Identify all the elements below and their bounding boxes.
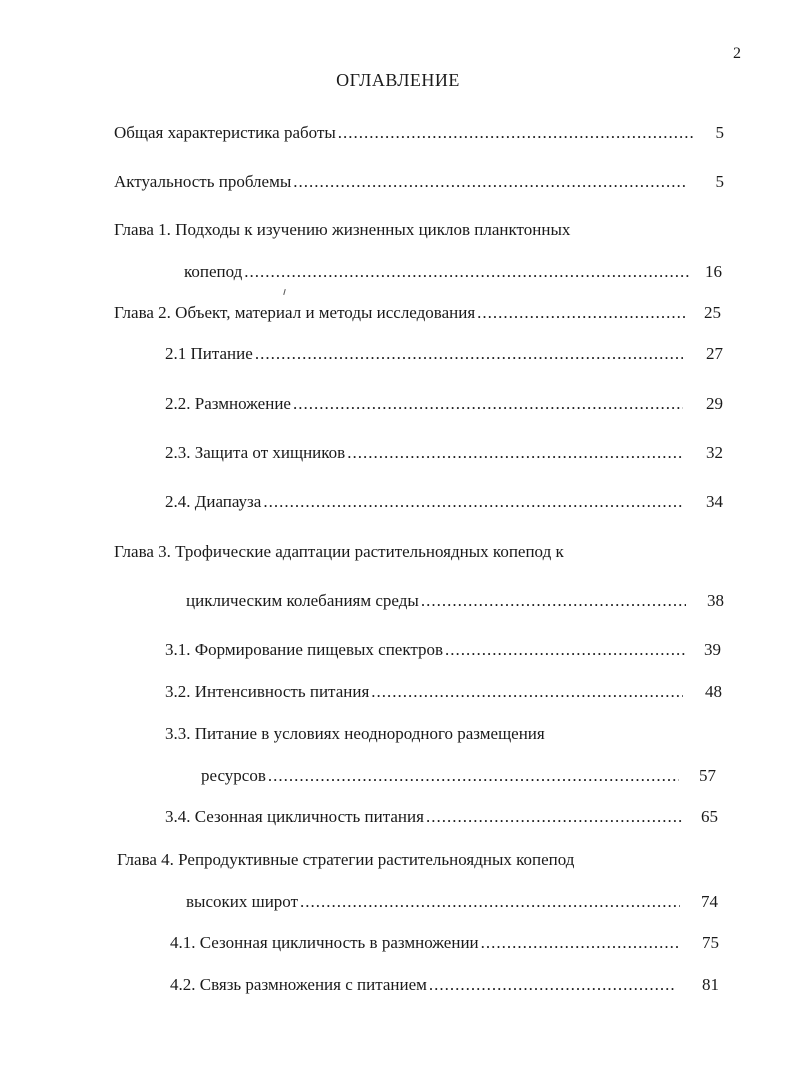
toc-entry-page: 5 (715, 172, 724, 191)
toc-entry-general (114, 122, 696, 144)
toc-leader (426, 806, 683, 828)
toc-entry-page: 57 (699, 766, 716, 785)
toc-entry-chapter-4 (186, 891, 682, 913)
toc-leader (244, 261, 690, 283)
toc-entry-label: 3.4. Сезонная цикличность питания (165, 807, 424, 826)
toc-entry-label: Общая характеристика работы (114, 123, 336, 142)
toc-leader (268, 765, 679, 787)
toc-chapter-4-title: Глава 4. Репродуктивные стратегии растительноядных копепод (117, 850, 575, 869)
toc-entry-page: 32 (706, 443, 723, 462)
toc-entry-2-3 (165, 442, 685, 464)
toc-entry-label: ресурсов (201, 766, 266, 785)
toc-entry-page: 27 (706, 344, 723, 363)
toc-entry-3-3 (201, 765, 681, 787)
toc-entry-page: 74 (701, 892, 718, 911)
toc-entry-label: высоких широт (186, 892, 298, 911)
toc-chapter-3-title: Глава 3. Трофические адаптации растительноядных копепод к (114, 542, 564, 561)
toc-section-3-3-title: 3.3. Питание в условиях неоднородного размещения (165, 724, 545, 743)
toc-entry-2-2 (165, 393, 685, 415)
toc-entry-label: 2.4. Диапауза (165, 492, 262, 511)
toc-entry-label: Глава 2. Объект, материал и методы исследования (114, 303, 476, 322)
toc-entry-label: 2.2. Размножение (165, 394, 291, 413)
toc-entry-chapter-3 (186, 590, 688, 612)
toc-entry-3-1 (165, 639, 687, 661)
toc-entry-chapter-1 (184, 261, 692, 283)
toc-leader (421, 590, 686, 612)
toc-entry-4-1 (170, 932, 682, 954)
toc-entry-page: 39 (704, 640, 721, 659)
toc-entry-page: 29 (706, 394, 723, 413)
toc-chapter-1-title: Глава 1. Подходы к изучению жизненных циклов планктонных (114, 220, 571, 239)
toc-leader (263, 491, 683, 513)
toc-leader (429, 974, 674, 996)
page-number: 2 (733, 45, 741, 62)
toc-entry-page: 81 (702, 975, 719, 994)
scan-speck (283, 289, 286, 295)
toc-entry-label: Актуальность проблемы (114, 172, 292, 191)
toc-entry-label: копепод (184, 262, 243, 281)
toc-leader (338, 122, 694, 144)
toc-entry-page: 75 (702, 933, 719, 952)
toc-entry-relevance (114, 171, 690, 193)
toc-leader (300, 891, 680, 913)
toc-entry-page: 38 (707, 591, 724, 610)
toc-entry-label: 3.1. Формирование пищевых спектров (165, 640, 444, 659)
toc-entry-label: 2.3. Защита от хищников (165, 443, 346, 462)
toc-entry-3-2 (165, 681, 685, 703)
toc-entry-page: 48 (705, 682, 722, 701)
toc-entry-label: 4.1. Сезонная цикличность в размножении (170, 933, 479, 952)
toc-entry-label: 3.2. Интенсивность питания (165, 682, 370, 701)
toc-entry-label: 4.2. Связь размножения с питанием (170, 975, 427, 994)
page-title: ОГЛАВЛЕНИЕ (336, 70, 460, 90)
toc-leader (481, 932, 680, 954)
toc-leader (347, 442, 683, 464)
toc-entry-page: 25 (704, 303, 721, 322)
toc-leader (293, 393, 683, 415)
toc-entry-2-1 (165, 343, 685, 365)
toc-leader (255, 343, 683, 365)
toc-entry-page: 65 (701, 807, 718, 826)
toc-entry-page: 5 (715, 123, 724, 142)
toc-entry-page: 34 (706, 492, 723, 511)
toc-leader (293, 171, 688, 193)
toc-leader (371, 681, 683, 703)
toc-entry-page: 16 (705, 262, 722, 281)
toc-entry-chapter-2 (114, 302, 690, 324)
toc-entry-2-4 (165, 491, 685, 513)
toc-leader (445, 639, 685, 661)
toc-entry-label: 2.1 Питание (165, 344, 253, 363)
toc-entry-3-4 (165, 806, 685, 828)
toc-entry-4-2 (170, 974, 676, 996)
toc-leader (477, 302, 688, 324)
toc-entry-label: циклическим колебаниям среды (186, 591, 419, 610)
